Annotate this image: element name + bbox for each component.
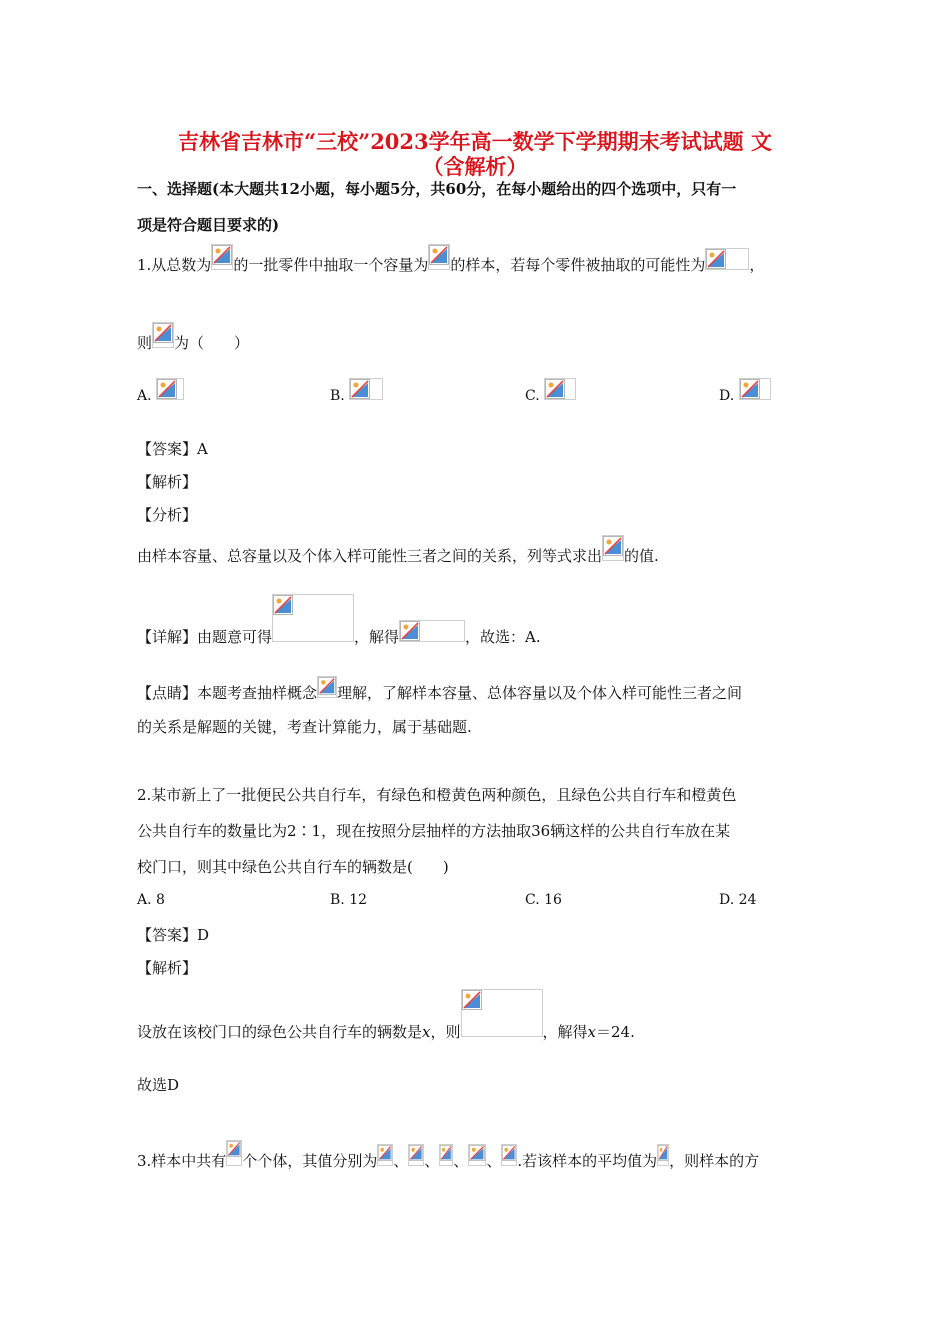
q1-analysis-text-2: 的值. [624,547,659,565]
q1-detail [137,594,541,647]
q1-jiexi-label: 【解析】 [137,473,198,491]
option-label: D. [719,388,735,404]
q3-text-3: .若该样本的平均值为 [517,1152,658,1170]
q1-option-d [719,378,771,404]
q1-text-2: 的一批零件中抽取一个容量为 [233,256,429,274]
q2-solution-text-1: 设放在该校门口的绿色公共自行车的辆数是 [137,1023,423,1041]
option-label: C. [525,388,540,404]
q2-option-b: B. 12 [330,892,368,908]
broken-image-icon [439,1144,453,1166]
option-label: B. [330,388,345,404]
q1-option-a [137,378,184,404]
option-label: A. [137,388,152,404]
q1-text-3: 的样本，若每个零件被抽取的可能性为 [450,256,706,274]
broken-image-icon [317,676,337,698]
q2-solution-text-4: ＝24. [595,1023,635,1041]
broken-image-icon [657,1144,669,1166]
q2-solution-text-3: ，解得 [542,1023,588,1041]
broken-image-icon [468,1144,486,1166]
separator: 、 [453,1152,469,1170]
q2-solution [137,989,635,1042]
q1-fenxi-label: 【分析】 [137,506,198,524]
separator: 、 [424,1152,440,1170]
question-1-stem [137,244,764,275]
document-title-line2: （含解析） [422,154,528,179]
q1-option-c [525,378,576,404]
question-2-line1: 2.某市新上了一批便民公共自行车，有绿色和橙黄色两种颜色，且绿色公共自行车和橙黄色 [137,786,737,804]
variable-x: x [422,1023,431,1041]
broken-image-icon [408,1144,424,1166]
broken-image-icon [226,1140,242,1166]
q1-text-1: 1.从总数为 [137,256,212,274]
broken-image-icon [461,989,543,1037]
q1-analysis-text-1: 由样本容量、总容量以及个体入样可能性三者之间的关系，列等式求出 [137,547,603,565]
broken-image-icon [739,378,771,400]
broken-image-icon [705,248,749,270]
question-2-line3: 校门口，则其中绿色公共自行车的辆数是( ) [137,858,449,876]
q1-detail-text-1: 【详解】由题意可得 [137,628,273,646]
q3-text-4: ，则样本的方 [669,1152,760,1170]
q1-answer: 【答案】A [137,440,208,458]
q1-detail-text-3: ，故选：A. [465,628,541,646]
q1-text-5: 则 [137,334,153,352]
q2-option-c: C. 16 [525,892,562,908]
broken-image-icon [399,620,465,642]
broken-image-icon [156,378,184,400]
q1-detail-text-2: ，解得 [354,628,400,646]
broken-image-icon [377,1144,393,1166]
q3-text-2: 个个体，其值分别为 [242,1152,378,1170]
q3-text-1: 3.样本中共有 [137,1152,227,1170]
q2-answer: 【答案】D [137,926,210,944]
document-title-line1: 吉林省吉林市“三校”2023学年高一数学下学期期末考试试题 文 [178,129,772,154]
q1-analysis [137,535,659,566]
broken-image-icon [211,244,233,270]
question-1-stem-line2 [137,322,249,353]
q2-option-d: D. 24 [719,892,757,908]
q1-text-6: 为（ ） [174,334,250,352]
q1-option-b [330,378,383,404]
section-heading-line1: 一、选择题(本大题共12小题，每小题5分，共60分，在每小题给出的四个选项中，只有一 [137,180,737,198]
broken-image-icon [272,594,354,642]
broken-image-icon [152,322,174,348]
separator: 、 [393,1152,409,1170]
broken-image-icon [428,244,450,270]
q2-option-a: A. 8 [137,892,165,908]
broken-image-icon [602,535,624,561]
section-heading-line2: 项是符合题目要求的) [137,216,280,234]
q1-comment [137,676,742,703]
q1-comment-text-2: 理解，了解样本容量、总体容量以及个体入样可能性三者之间 [337,684,743,702]
question-2-line2: 公共自行车的数量比为2∶1，现在按照分层抽样的方法抽取36辆这样的公共自行车放在某 [137,822,731,840]
question-3-stem [137,1140,759,1171]
broken-image-icon [544,378,576,400]
q1-comment-text-1: 【点睛】本题考查抽样概念 [137,684,318,702]
broken-image-icon [501,1144,517,1166]
q1-comment-line2: 的关系是解题的关键，考查计算能力，属于基础题. [137,718,472,736]
variable-x: x [587,1023,596,1041]
q2-conclusion: 故选D [137,1076,180,1094]
q2-solution-text-2: ，则 [430,1023,461,1041]
q1-text-4: ， [749,256,765,274]
broken-image-icon [349,378,383,400]
separator: 、 [486,1152,502,1170]
q2-jiexi-label: 【解析】 [137,959,198,977]
